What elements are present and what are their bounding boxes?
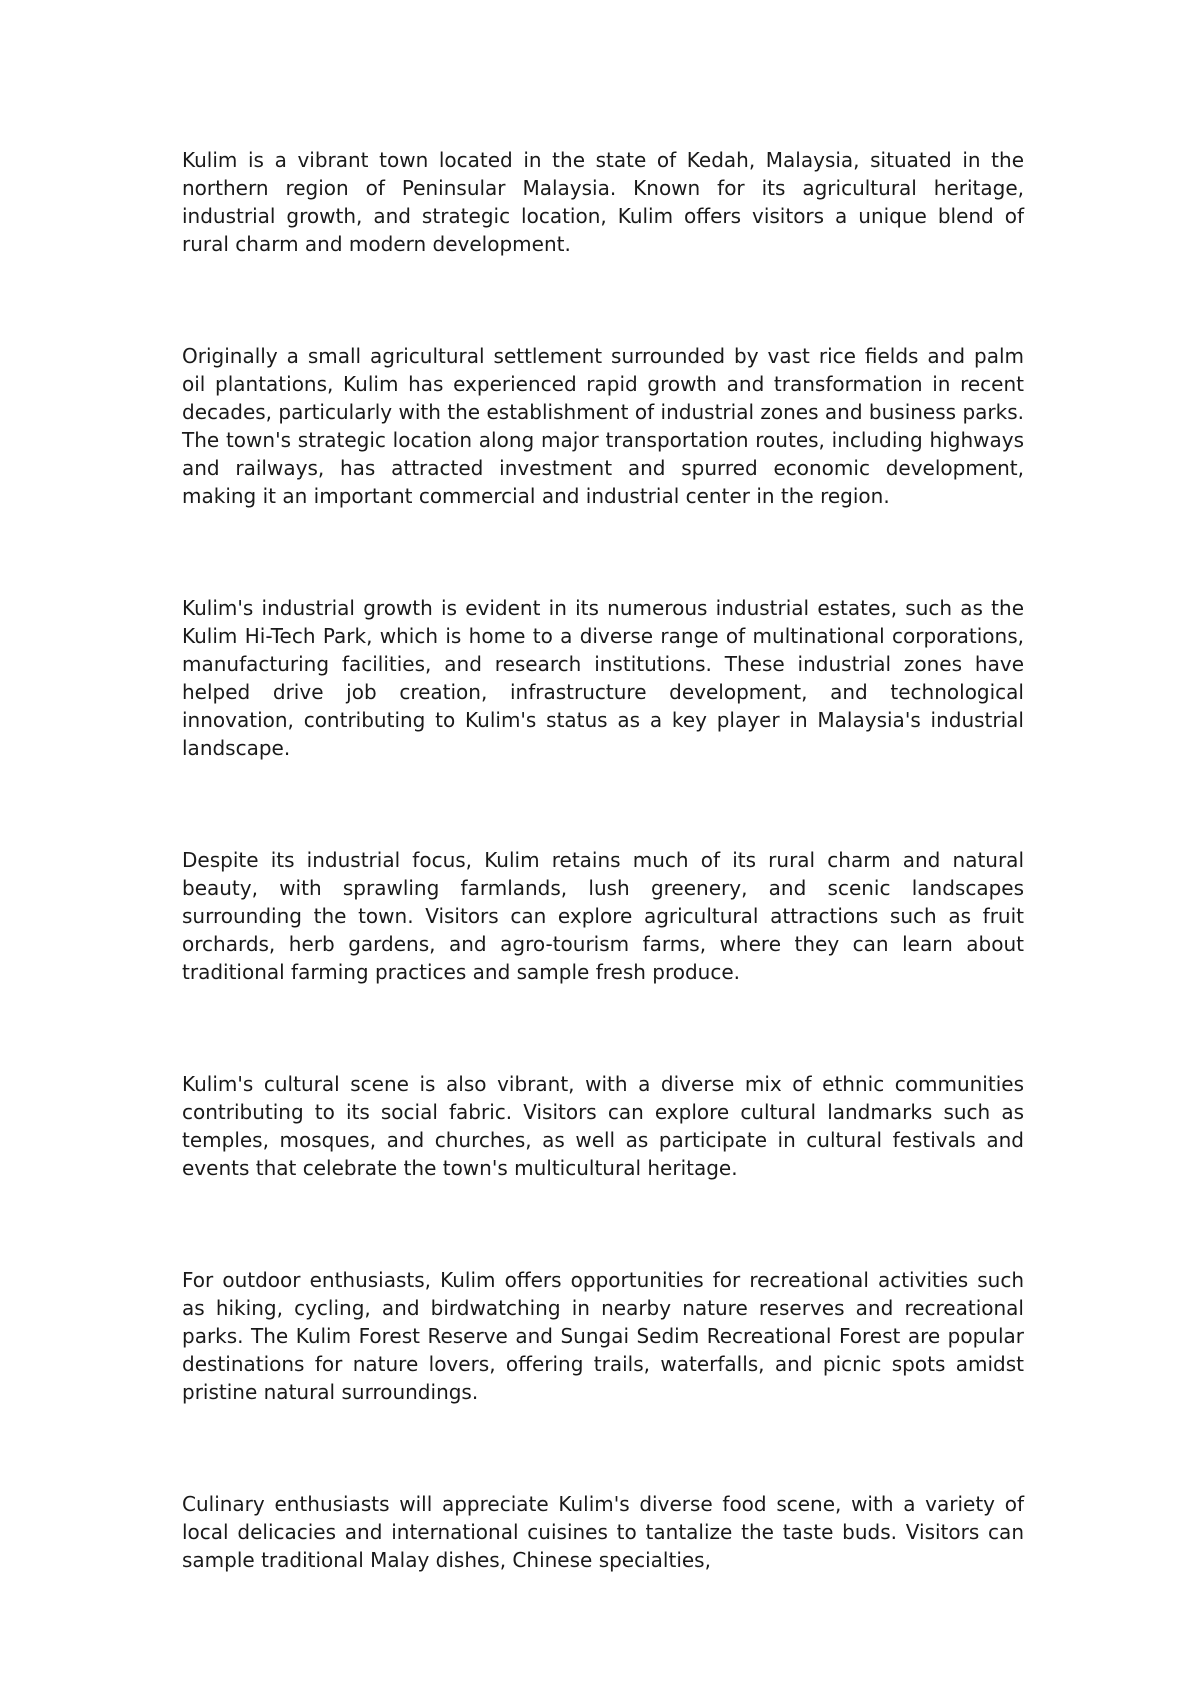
- paragraph-history: Originally a small agricultural settlement surrounded by vast rice fields and palm oil plantations, Kulim has experienced rapid growth and transformation in recent decades, particularly with the establishment of industrial zones and business parks. The town's strategic location along major transportation routes, including highways and railways, has attracted investment and spurred economic development, making it an important commercial and industrial center in the region.: [182, 344, 1024, 508]
- paragraph-culture: Kulim's cultural scene is also vibrant, with a diverse mix of ethnic communities contributing to its social fabric. Visitors can explore cultural landmarks such as temples, mosques, and churches, as well as participate in cultural festivals and events that celebrate the town's multicultural heritage.: [182, 1072, 1024, 1180]
- paragraph-outdoors: For outdoor enthusiasts, Kulim offers opportunities for recreational activities such as hiking, cycling, and birdwatching in nearby nature reserves and recreational parks. The Kulim Forest Reserve and Sungai Sedim Recreational Forest are popular destinations for nature lovers, offering trails, waterfalls, and picnic spots amidst pristine natural surroundings.: [182, 1268, 1024, 1404]
- document-body: [182, 146, 1024, 1574]
- paragraph-culinary: Culinary enthusiasts will appreciate Kulim's diverse food scene, with a variety of local delicacies and international cuisines to tantalize the taste buds. Visitors can sample traditional Malay dishes, Chinese specialties,: [182, 1492, 1024, 1572]
- paragraph-intro: Kulim is a vibrant town located in the state of Kedah, Malaysia, situated in the northern region of Peninsular Malaysia. Known for its agricultural heritage, industrial growth, and strategic location, Kulim offers visitors a unique blend of rural charm and modern development.: [182, 148, 1024, 256]
- paragraph-industry: Kulim's industrial growth is evident in its numerous industrial estates, such as the Kulim Hi-Tech Park, which is home to a diverse range of multinational corporations, manufacturing facilities, and research institutions. These industrial zones have helped drive job creation, infrastructure development, and technological innovation, contributing to Kulim's status as a key player in Malaysia's industrial landscape.: [182, 596, 1024, 760]
- paragraph-rural-charm: Despite its industrial focus, Kulim retains much of its rural charm and natural beauty, with sprawling farmlands, lush greenery, and scenic landscapes surrounding the town. Visitors can explore agricultural attractions such as fruit orchards, herb gardens, and agro-tourism farms, where they can learn about traditional farming practices and sample fresh produce.: [182, 848, 1024, 984]
